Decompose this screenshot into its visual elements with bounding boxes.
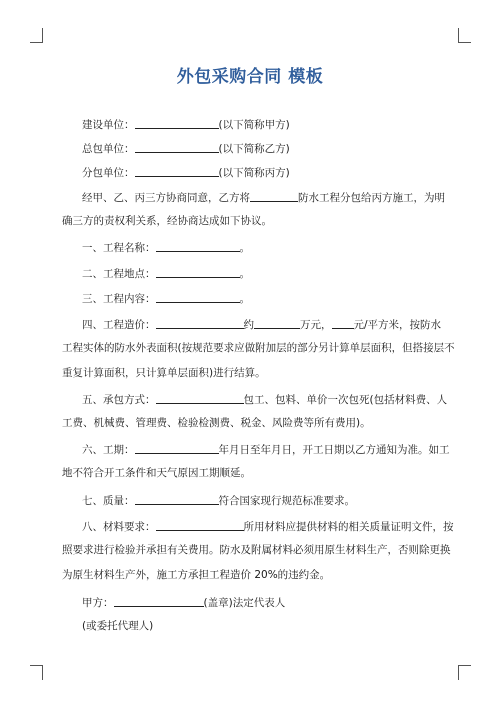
project-content-label: 三、工程内容： (82, 293, 156, 305)
duration-line (82, 441, 450, 457)
cost-blank-2[interactable] (254, 317, 300, 329)
document-title: 外包采购合同 模板 (176, 67, 324, 87)
quality-label: 七、质量： (82, 495, 135, 507)
project-blank[interactable] (250, 190, 298, 202)
signature-label: 甲方： (82, 597, 114, 609)
approx-text: 约 (243, 319, 254, 331)
party-b-line (82, 140, 442, 156)
cost-blank-1[interactable] (156, 317, 244, 329)
unit-price-text: 元/平方米，按防水 (353, 319, 442, 331)
quality-text: 符合国家现行规范标准要求。 (218, 495, 355, 507)
contract-method-blank[interactable] (156, 392, 244, 404)
duration-line-2: 地不符合开工条件和天气原因工期顺延。 (62, 467, 251, 479)
duration-blank[interactable] (135, 442, 219, 454)
party-c-blank[interactable] (135, 165, 219, 177)
project-cost-line-2: 工程实体的防水外表面积(按规范要求应做附加层的部分另计算单层面积，但搭接层不 (62, 342, 455, 354)
signature-text: (盖章)法定代表人 (203, 597, 286, 609)
party-b-blank[interactable] (135, 141, 219, 153)
agreement-line-1 (82, 189, 445, 205)
project-name-blank[interactable] (156, 240, 240, 252)
contract-method-line-2: 工费、机械费、管理费、检验检测费、税金、风险费等所有费用)。 (62, 417, 371, 429)
duration-label: 六、工期： (82, 444, 135, 456)
party-c-note: (以下简称丙方) (218, 167, 290, 179)
party-b-note: (以下简称乙方) (218, 143, 290, 155)
agreement-text-b: 防水工程分包给丙方施工，为明 (298, 192, 445, 204)
crop-mark-bottom-right (458, 665, 471, 680)
party-a-blank[interactable] (135, 117, 219, 129)
material-label: 八、材料要求： (82, 521, 156, 533)
agent-line: (或委托代理人) (82, 620, 154, 632)
project-name-label: 一、工程名称： (82, 242, 156, 254)
project-location-line (82, 265, 442, 281)
party-a-line (82, 116, 442, 132)
project-cost-line (82, 316, 442, 332)
contract-method-text: 包工、包料、单价一次包死(包括材料费、人 (243, 394, 448, 406)
wan-yuan-text: 万元， (300, 319, 332, 331)
party-a-label: 建设单位： (82, 119, 135, 131)
material-line-3: 为原生材料生产外，施工方承担工程造价 20%的违约金。 (62, 569, 331, 581)
project-cost-label: 四、工程造价： (82, 319, 156, 331)
signature-blank[interactable] (114, 595, 204, 607)
signature-line (82, 594, 442, 610)
project-content-blank[interactable] (156, 291, 240, 303)
duration-text: 年月日至年月日，开工日期以乙方通知为准。如工 (218, 444, 450, 456)
project-content-line (82, 290, 442, 306)
crop-mark-top-left (30, 28, 43, 43)
quality-blank[interactable] (135, 493, 219, 505)
project-location-label: 二、工程地点： (82, 268, 156, 280)
cost-blank-3[interactable] (332, 317, 354, 329)
project-location-blank[interactable] (156, 266, 240, 278)
party-a-note: (以下简称甲方) (218, 119, 290, 131)
party-b-label: 总包单位： (82, 143, 135, 155)
material-line (82, 518, 454, 534)
party-c-line (82, 164, 442, 180)
project-name-line (82, 239, 442, 255)
period: 。 (239, 268, 250, 280)
contract-method-label: 五、承包方式： (82, 394, 156, 406)
quality-line (82, 492, 442, 508)
crop-mark-top-right (458, 28, 471, 43)
period: 。 (239, 242, 250, 254)
contract-method-line (82, 391, 448, 407)
agreement-line-2: 确三方的责权利关系，经协商达成如下协议。 (62, 215, 272, 227)
agreement-text-a: 经甲、乙、丙三方协商同意，乙方将 (82, 192, 250, 204)
project-cost-line-3: 重复计算面积，只计算单层面积)进行结算。 (62, 367, 266, 379)
period: 。 (239, 293, 250, 305)
party-c-label: 分包单位： (82, 167, 135, 179)
crop-mark-bottom-left (30, 665, 43, 680)
material-blank[interactable] (156, 519, 244, 531)
material-line-2: 照要求进行检验并承担有关费用。防水及附属材料必须用原生材料生产，否则除更换 (62, 544, 451, 556)
material-text: 所用材料应提供材料的相关质量证明文件，按 (243, 521, 454, 533)
